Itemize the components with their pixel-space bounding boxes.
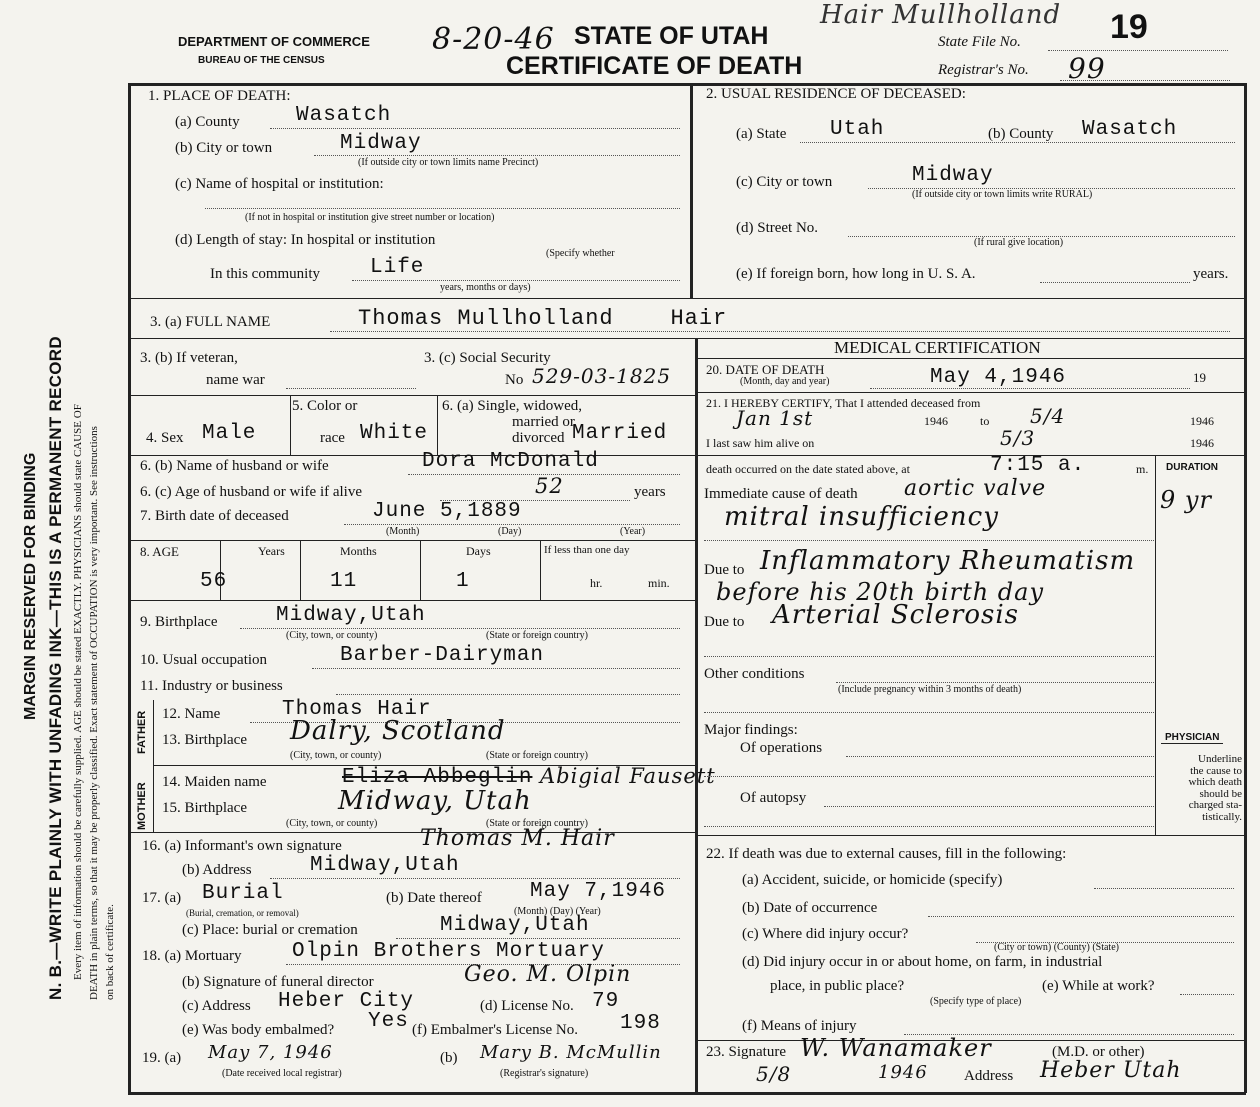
license-label: (d) License No. (480, 998, 574, 1014)
place-heading: 1. PLACE OF DEATH: (148, 88, 291, 104)
fd-address-label: (c) Address (182, 998, 251, 1014)
ext-f-label: (f) Means of injury (742, 1018, 857, 1034)
sex-label: 4. Sex (146, 430, 184, 446)
ext-b-label: (b) Date of occurrence (742, 900, 878, 916)
ext-d-label-1: (d) Did injury occur in or about home, on farm, in industrial (742, 954, 1103, 970)
place-hospital-label: (c) Name of hospital or institution: (175, 176, 384, 192)
age-days-header: Days (466, 544, 491, 558)
signature-date: 5/8 (756, 1062, 792, 1086)
race-label: race (320, 430, 345, 446)
embalmed-label: (e) Was body embalmed? (182, 1022, 335, 1038)
full-name-value: Thomas Mullholland Hair (358, 306, 728, 331)
burial-mdy-note: (Month) (Day) (Year) (514, 906, 601, 917)
informant-address-value: Midway,Utah (310, 854, 460, 877)
burial-note: (Burial, cremation, or removal) (186, 908, 299, 918)
age-less-header: If less than one day (544, 544, 630, 556)
director-label: (b) Signature of funeral director (182, 974, 374, 990)
autopsy-label: Of autopsy (740, 790, 807, 806)
signature-label: 23. Signature (706, 1044, 786, 1060)
spouse-age-years: years (634, 484, 666, 500)
registrar-number: 99 (1068, 52, 1106, 85)
place-city-value: Midway (340, 132, 422, 155)
physician-signature: W. Wanamaker (800, 1034, 992, 1062)
informant-signature: Thomas M. Hair (420, 826, 615, 851)
father-bp-state-note: (State or foreign country) (486, 750, 588, 761)
residence-street-label: (d) Street No. (736, 220, 819, 236)
residence-state-value: Utah (830, 118, 885, 141)
mortuary-value: Olpin Brothers Mortuary (292, 940, 605, 963)
age-years-value: 56 (200, 570, 228, 593)
major-findings-label: Major findings: (704, 722, 798, 738)
time-value: 7:15 a. (990, 454, 1086, 477)
birthplace-city-note: (City, town, or county) (286, 630, 378, 641)
place-community-note: years, months or days) (440, 282, 531, 293)
margin-instructions-1: Every item of information should be carefully supplied. AGE should be stated EXACTLY. PHYSICIANS should state CAUSE OF (72, 404, 84, 980)
dod-value: May 4,1946 (930, 366, 1067, 389)
spouse-age-label: 6. (c) Age of husband or wife if alive (140, 484, 363, 500)
other-conditions-label: Other conditions (704, 666, 805, 682)
registrar-sig-note: (Registrar's signature) (500, 1068, 589, 1079)
license-value: 79 (592, 990, 620, 1013)
age-min-label: min. (648, 576, 670, 590)
residence-foreign-suffix: years. (1193, 266, 1229, 282)
residence-heading: 2. USUAL RESIDENCE OF DECEASED: (706, 86, 966, 102)
birth-year-note: (Year) (620, 526, 646, 537)
age-years-header: Years (258, 544, 285, 558)
state-title: STATE OF UTAH (574, 22, 769, 50)
occupation-label: 10. Usual occupation (140, 652, 268, 668)
dept-label: DEPARTMENT OF COMMERCE (178, 34, 370, 49)
due-to-1b: before his 20th birth day (716, 578, 1045, 606)
immediate-label: Immediate cause of death (704, 486, 858, 502)
md-label: (M.D. or other) (1052, 1044, 1145, 1060)
father-bp-city-note: (City, town, or county) (290, 750, 382, 761)
birthplace-value: Midway,Utah (276, 604, 426, 627)
mother-bp-city-note: (City, town, or county) (286, 818, 378, 829)
registrar-sig-label: (b) (440, 1050, 458, 1066)
medical-heading: MEDICAL CERTIFICATION (834, 338, 1041, 357)
embalmer-license-label: (f) Embalmer's License No. (412, 1022, 578, 1038)
attend-from-year: 1946 (924, 414, 948, 428)
place-city-label: (b) City or town (175, 140, 273, 156)
birth-date-value: June 5,1889 (372, 500, 522, 523)
ssn-label: 3. (c) Social Security (424, 350, 551, 366)
age-days-value: 1 (456, 570, 470, 593)
state-file-number: 19 (1110, 8, 1148, 46)
margin-main-warning: N. B.—WRITE PLAINLY WITH UNFADING INK—THIS IS A PERMANENT RECORD (46, 336, 65, 1000)
ext-c-label: (c) Where did injury occur? (742, 926, 909, 942)
state-file-label: State File No. (938, 34, 1021, 50)
last-saw-value: 5/3 (1000, 426, 1036, 450)
last-saw-year: 1946 (1190, 436, 1214, 450)
embalmed-value: Yes (368, 1010, 409, 1033)
informant-address-label: (b) Address (182, 862, 252, 878)
attend-to-label: to (980, 414, 990, 428)
certificate-title: CERTIFICATE OF DEATH (506, 52, 803, 80)
marital-label-1: 6. (a) Single, widowed, (442, 398, 582, 414)
place-stay-label: (d) Length of stay: In hospital or institution (175, 232, 436, 248)
received-note: (Date received local registrar) (222, 1068, 342, 1079)
due-to-1: Inflammatory Rheumatism (760, 546, 1136, 576)
mother-name-value: Abigial Fausett (540, 764, 716, 788)
mother-birthplace-label: 15. Birthplace (162, 800, 247, 816)
dod-suffix: 19 (1193, 370, 1206, 385)
age-months-value: 11 (330, 570, 358, 593)
burial-label: 17. (a) (142, 890, 182, 906)
physician-header: PHYSICIAN (1161, 732, 1223, 744)
informant-label: 16. (a) Informant's own signature (142, 838, 342, 854)
date-handwritten: 8-20-46 (432, 22, 555, 57)
full-name-label: 3. (a) FULL NAME (150, 314, 271, 330)
father-birthplace-value: Dalry, Scotland (290, 716, 506, 746)
immediate-cause: aortic valve (904, 476, 1047, 501)
mother-side-label: MOTHER (136, 782, 148, 830)
margin-binding-label: MARGIN RESERVED FOR BINDING (22, 452, 39, 720)
sig-address-label: Address (964, 1068, 1014, 1084)
birthplace-state-note: (State or foreign country) (486, 630, 588, 641)
immediate-cause-2: mitral insufficiency (724, 502, 999, 532)
embalmer-license-value: 198 (620, 1012, 661, 1035)
occupation-value: Barber-Dairyman (340, 644, 545, 667)
marital-label-2: married or (512, 414, 575, 430)
birth-month-note: (Month) (386, 526, 420, 537)
birthplace-label: 9. Birthplace (140, 614, 218, 630)
last-saw-label: I last saw him alive on (706, 436, 815, 450)
director-signature: Geo. M. Olpin (464, 962, 632, 987)
residence-state-label: (a) State (736, 126, 787, 142)
registrar-number-label: Registrar's No. (938, 62, 1029, 78)
residence-city-note: (If outside city or town limits write RURAL) (912, 189, 1093, 200)
attend-to-year: 1946 (1190, 414, 1214, 428)
duration-value: 9 yr (1160, 486, 1212, 514)
spouse-label: 6. (b) Name of husband or wife (140, 458, 329, 474)
mortuary-label: 18. (a) Mortuary (142, 948, 242, 964)
due-to-2: Arterial Sclerosis (772, 600, 1020, 630)
burial-place-value: Midway,Utah (440, 914, 590, 937)
place-county-label: (a) County (175, 114, 240, 130)
dod-label: 20. DATE OF DEATH (706, 362, 825, 377)
birth-date-label: 7. Birth date of deceased (140, 508, 289, 524)
veteran-label: 3. (b) If veteran, (140, 350, 238, 366)
time-m: m. (1136, 462, 1149, 476)
fd-address-value: Heber City (278, 990, 415, 1013)
mother-name-label: 14. Maiden name (162, 774, 267, 790)
age-hr-label: hr. (590, 576, 603, 590)
burial-date-value: May 7,1946 (530, 880, 667, 903)
top-handwriting: Hair Mullholland (820, 0, 1062, 30)
father-birthplace-label: 13. Birthplace (162, 732, 247, 748)
race-value: White (360, 422, 429, 445)
burial-value: Burial (202, 882, 284, 905)
father-side-label: FATHER (136, 710, 148, 754)
ext-a-label: (a) Accident, suicide, or homicide (specify) (742, 872, 1003, 888)
sex-value: Male (202, 422, 257, 445)
place-hospital-note: (If not in hospital or institution give street number or location) (245, 212, 495, 223)
external-label: 22. If death was due to external causes, fill in the following: (706, 846, 1067, 862)
ext-d-label-2: place, in public place? (770, 978, 905, 994)
ssn-value: 529-03-1825 (532, 364, 672, 388)
other-conditions-note: (Include pregnancy within 3 months of death) (838, 684, 1022, 695)
father-name-value: Thomas Hair (282, 698, 432, 721)
dod-note: (Month, day and year) (740, 376, 830, 387)
margin-instructions-3: on back of certificate. (104, 904, 116, 1000)
burial-place-label: (c) Place: burial or cremation (182, 922, 358, 938)
spouse-value: Dora McDonald (422, 450, 599, 473)
residence-city-label: (c) City or town (736, 174, 833, 190)
spouse-age-value: 52 (535, 474, 564, 498)
due-to-label-1: Due to (704, 562, 745, 578)
mother-bp-state-note: (State or foreign country) (486, 818, 588, 829)
age-label: 8. AGE (140, 544, 179, 559)
birth-day-note: (Day) (498, 526, 522, 537)
residence-county-label: (b) County (988, 126, 1054, 142)
color-label: 5. Color or (292, 398, 358, 414)
age-months-header: Months (340, 544, 377, 558)
place-community-value: Life (370, 256, 425, 279)
ext-d-note: (Specify type of place) (930, 996, 1022, 1007)
registrar-signature: Mary B. McMullin (480, 1042, 662, 1063)
place-city-note: (If outside city or town limits name Precinct) (358, 157, 539, 168)
received-date: May 7, 1946 (208, 1042, 333, 1063)
attend-to: 5/4 (1030, 404, 1066, 428)
marital-value: Married (572, 422, 668, 445)
certify-text: 21. I HEREBY CERTIFY, That I attended deceased from (706, 396, 981, 410)
physician-note: Underline the cause to which death should be charged sta- tistically. (1188, 753, 1242, 823)
mother-name-struck: Eliza Abbeglin (342, 766, 533, 789)
margin-instructions-2: DEATH in plain terms, so that it may be properly classified. Exact statement of OCCUPATION is very important. See instructions (88, 426, 100, 1000)
place-community-label: In this community (210, 266, 320, 282)
place-stay-note: (Specify whether (546, 248, 615, 259)
duration-header: DURATION (1166, 462, 1219, 473)
mother-birthplace-value: Midway, Utah (338, 786, 532, 816)
marital-label-3: divorced (512, 430, 565, 446)
industry-label: 11. Industry or business (140, 678, 283, 694)
burial-date-label: (b) Date thereof (386, 890, 482, 906)
signature-year: 1946 (878, 1062, 928, 1083)
due-to-label-2: Due to (704, 614, 745, 630)
place-county-value: Wasatch (296, 104, 392, 127)
ext-c-note: (City or town) (County) (State) (994, 942, 1119, 953)
residence-street-note: (If rural give location) (974, 237, 1064, 248)
ext-e-label: (e) While at work? (1042, 978, 1155, 994)
father-name-label: 12. Name (162, 706, 221, 722)
bureau-label: BUREAU OF THE CENSUS (198, 55, 325, 66)
residence-city-value: Midway (912, 164, 994, 187)
residence-county-value: Wasatch (1082, 118, 1178, 141)
occurred-label: death occurred on the date stated above, at (706, 462, 910, 476)
war-label: name war (206, 372, 265, 388)
residence-foreign-label: (e) If foreign born, how long in U. S. A. (736, 266, 976, 282)
attend-from: Jan 1st (736, 406, 814, 430)
sig-address-value: Heber Utah (1040, 1058, 1182, 1083)
received-label: 19. (a) (142, 1050, 182, 1066)
operations-label: Of operations (740, 740, 823, 756)
ssn-no-label: No (505, 372, 524, 388)
